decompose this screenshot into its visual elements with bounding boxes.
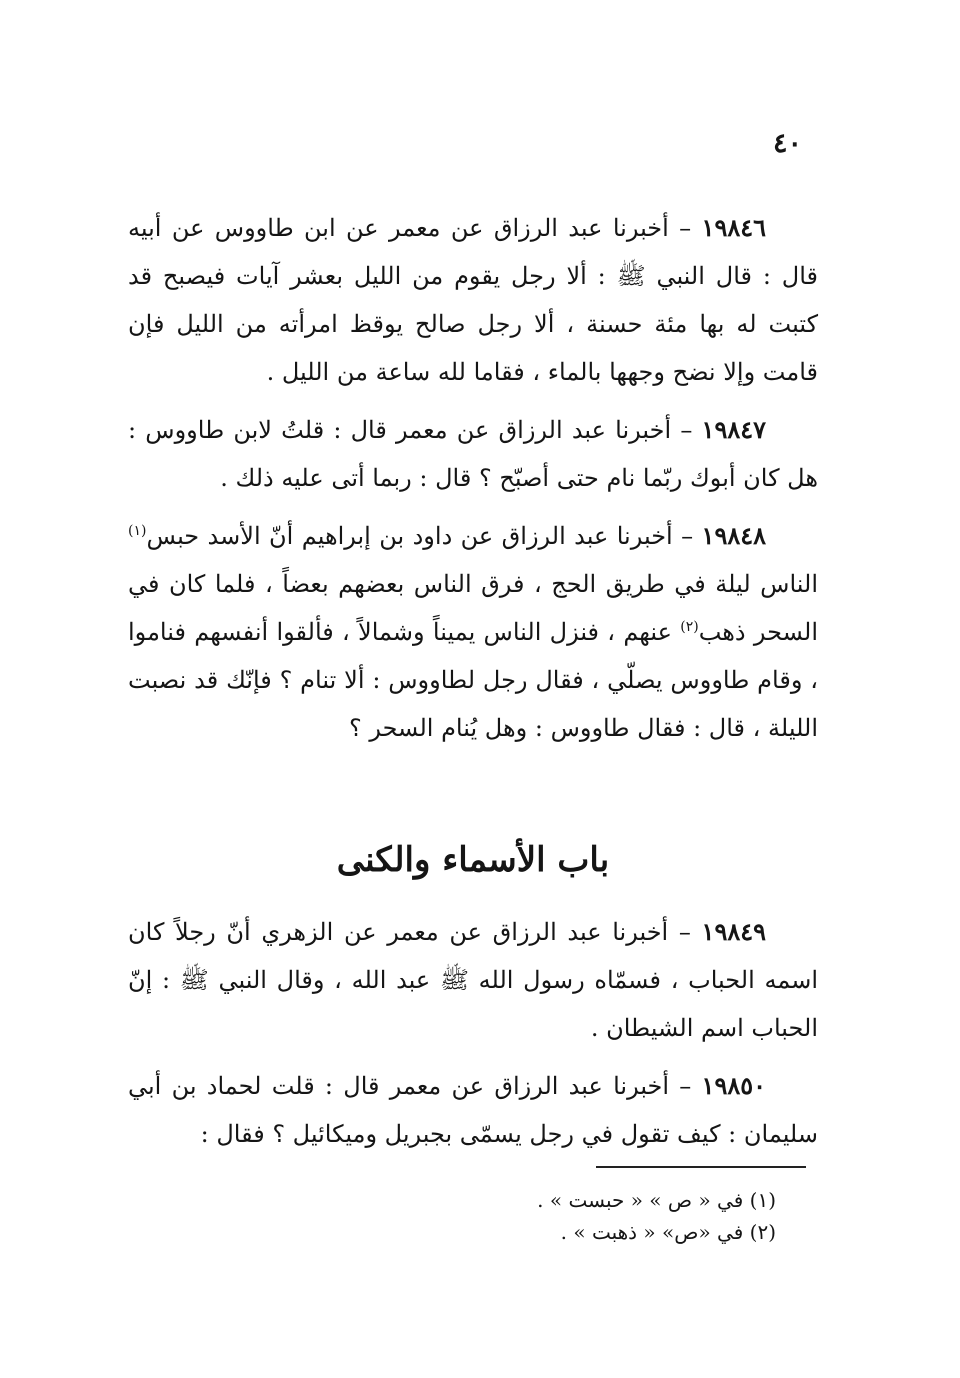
page-number: ٤٠ [772,128,802,159]
hadith-19849 [128,908,818,1052]
footnote-ref-1[interactable]: (١) [128,523,147,539]
hadith-text: – أخبرنا عبد الرزاق عن معمر قال : قلت لحماد بن أبي سليمان : كيف تقول في رجل يسمّى بجبريل وميكائيل ؟ فقال : [128,1072,818,1148]
hadith-19850 [128,1062,818,1158]
hadith-text: الناس ليلة في طريق الحج ، فرق الناس بعضهم بعضاً ، فلما كان في السحر ذهب [128,570,819,646]
hadith-19846 [128,204,818,396]
footnote-ref-2[interactable]: (٢) [680,619,699,635]
hadith-19847 [128,406,818,502]
main-text-block [128,204,818,762]
hadith-text: – أخبرنا عبد الرزاق عن داود بن إبراهيم أنّ الأسد حبس [146,522,702,550]
hadith-text: – أخبرنا عبد الرزاق عن معمر عن الزهري أنّ رجلاً كان اسمه الحباب ، فسمّاه رسول الله ﷺ عبد الله ، وقال النبي ﷺ : إنّ الحباب اسم الشيطان . [128,918,818,1042]
hadith-number: ١٩٨٤٧ [701,415,766,444]
hadith-number: ١٩٨٤٦ [701,213,766,242]
hadith-number: ١٩٨٥٠ [701,1071,766,1100]
footnote-divider [596,1166,806,1168]
section-text-block [128,908,818,1168]
section-heading: باب الأسماء والكنى [336,840,610,880]
footnote-1: (١) في « ص » « حبست » . [537,1188,776,1212]
hadith-text: عنهم ، فنزل الناس يميناً وشمالاً ، فألقوا أنفسهم فناموا ، وقام طاووس يصلّي ، فقال رجل لطاووس : ألا تنام ؟ فإنّك قد نصبت الليلة ، قال : فقال طاووس : وهل يُنام السحر ؟ [128,618,818,742]
hadith-text: – أخبرنا عبد الرزاق عن معمر عن ابن طاووس عن أبيه قال : قال النبي ﷺ : ألا رجل يقوم من الليل بعشر آيات فيصبح قد كتبت له بها مئة حسنة ، ألا رجل صالح يوقظ امرأته من الليل فإن قامت وإلا نضح وجهها بالماء ، فقاما لله ساعة من الليل . [128,214,818,386]
footnote-2: (٢) في «ص» « ذهبت » . [560,1220,776,1244]
hadith-number: ١٩٨٤٩ [701,917,766,946]
hadith-19848 [128,512,818,752]
footnotes [440,1184,776,1248]
hadith-number: ١٩٨٤٨ [701,521,766,550]
hadith-text: – أخبرنا عبد الرزاق عن معمر قال : قلتُ لابن طاووس : هل كان أبوك ربّما نام حتى أصبّح ؟ قال : ربما أتى عليه ذلك . [128,416,818,492]
